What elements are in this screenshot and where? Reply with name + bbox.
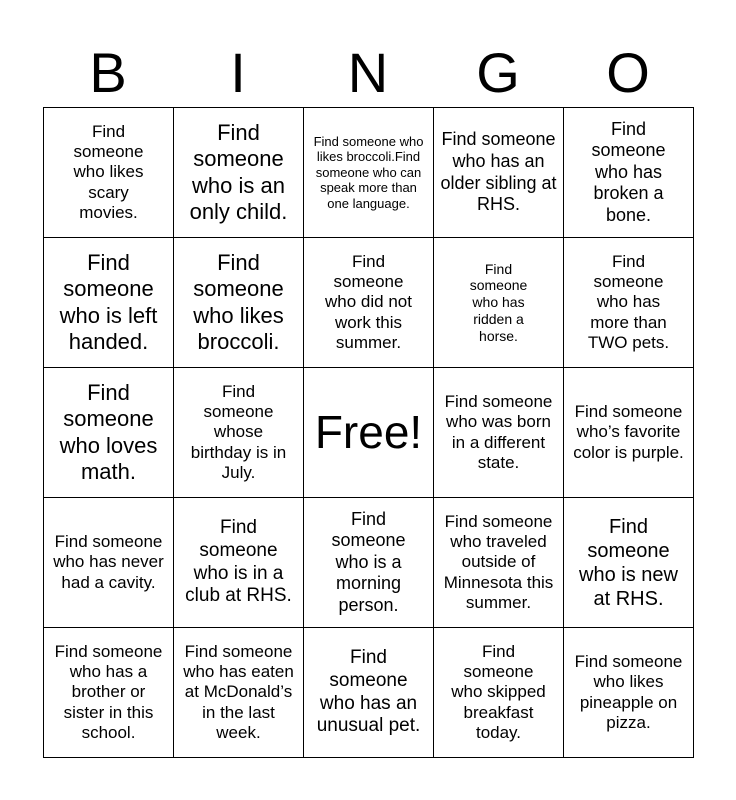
cell-text: Find someone who is in a club at RHS. [185, 516, 292, 607]
bingo-cell[interactable] [44, 498, 174, 628]
cell-text: Find someone who has an older sibling at RHS. [440, 129, 557, 215]
bingo-cell[interactable] [564, 108, 694, 238]
cell-text: Find someone who likes pineapple on pizza. [574, 651, 683, 732]
cell-text: Find someone who likes broccoli.Find someone who can speak more than one language. [313, 133, 424, 211]
bingo-cell[interactable] [304, 108, 434, 238]
header-letter-g: G [476, 41, 520, 104]
cell-text: Find someone who is an only child. [189, 119, 288, 224]
cell-text: Find someone who likes broccoli. [193, 249, 284, 354]
cell-text: Find someone who is left handed. [59, 249, 158, 354]
cell-text: Find someone who likes scary movies. [73, 121, 144, 223]
cell-text: Find someone who has never had a cavity. [53, 531, 164, 592]
cell-text: Find someone who has broken a bone. [591, 118, 666, 225]
bingo-cell[interactable] [434, 498, 564, 628]
free-space[interactable] [304, 368, 434, 498]
header-letter-i: I [230, 41, 246, 104]
cell-text: Find someone who is new at RHS. [579, 515, 678, 610]
header-letter-n: N [347, 41, 389, 104]
bingo-cell[interactable] [44, 628, 174, 758]
bingo-cell[interactable] [174, 628, 304, 758]
cell-text: Find someone who has more than TWO pets. [587, 251, 670, 353]
cell-text: Find someone who was born in a different state. [444, 391, 553, 472]
header-letter-b: B [89, 41, 127, 104]
bingo-cell[interactable] [434, 108, 564, 238]
bingo-cell[interactable] [564, 628, 694, 758]
cell-text: Find someone who has a brother or sister in this school. [54, 641, 163, 743]
bingo-cell[interactable] [434, 238, 564, 368]
bingo-cell[interactable] [174, 108, 304, 238]
cell-text: Find someone who has ridden a horse. [469, 260, 528, 344]
bingo-cell[interactable] [434, 368, 564, 498]
cell-text: Find someone who has eaten at McDonald’s in the last week. [183, 641, 294, 743]
bingo-cell[interactable] [304, 628, 434, 758]
cell-text: Find someone who did not work this summer. [325, 251, 412, 353]
bingo-cell[interactable] [304, 238, 434, 368]
bingo-cell[interactable] [304, 498, 434, 628]
bingo-cell[interactable] [44, 368, 174, 498]
bingo-cell[interactable] [174, 238, 304, 368]
cell-text: Find someone who traveled outside of Minnesota this summer. [443, 511, 554, 613]
bingo-cell[interactable] [44, 108, 174, 238]
bingo-cell[interactable] [174, 368, 304, 498]
bingo-cell[interactable] [434, 628, 564, 758]
cell-text: Find someone who skipped breakfast today. [451, 641, 546, 743]
bingo-header [43, 40, 693, 106]
bingo-cell[interactable] [174, 498, 304, 628]
header-letter-o: O [606, 41, 650, 104]
cell-text: Find someone who is a morning person. [331, 508, 406, 615]
cell-text: Find someone who has an unusual pet. [316, 646, 421, 737]
bingo-cell[interactable] [564, 498, 694, 628]
cell-text: Find someone whose birthday is in July. [190, 381, 287, 483]
bingo-cell[interactable] [564, 238, 694, 368]
cell-text: Find someone who loves math. [59, 379, 158, 484]
bingo-grid [43, 107, 694, 758]
bingo-cell[interactable] [564, 368, 694, 498]
cell-text: Find someone who’s favorite color is purple. [573, 401, 684, 462]
bingo-cell[interactable] [44, 238, 174, 368]
free-space-text: Free! [314, 405, 423, 458]
